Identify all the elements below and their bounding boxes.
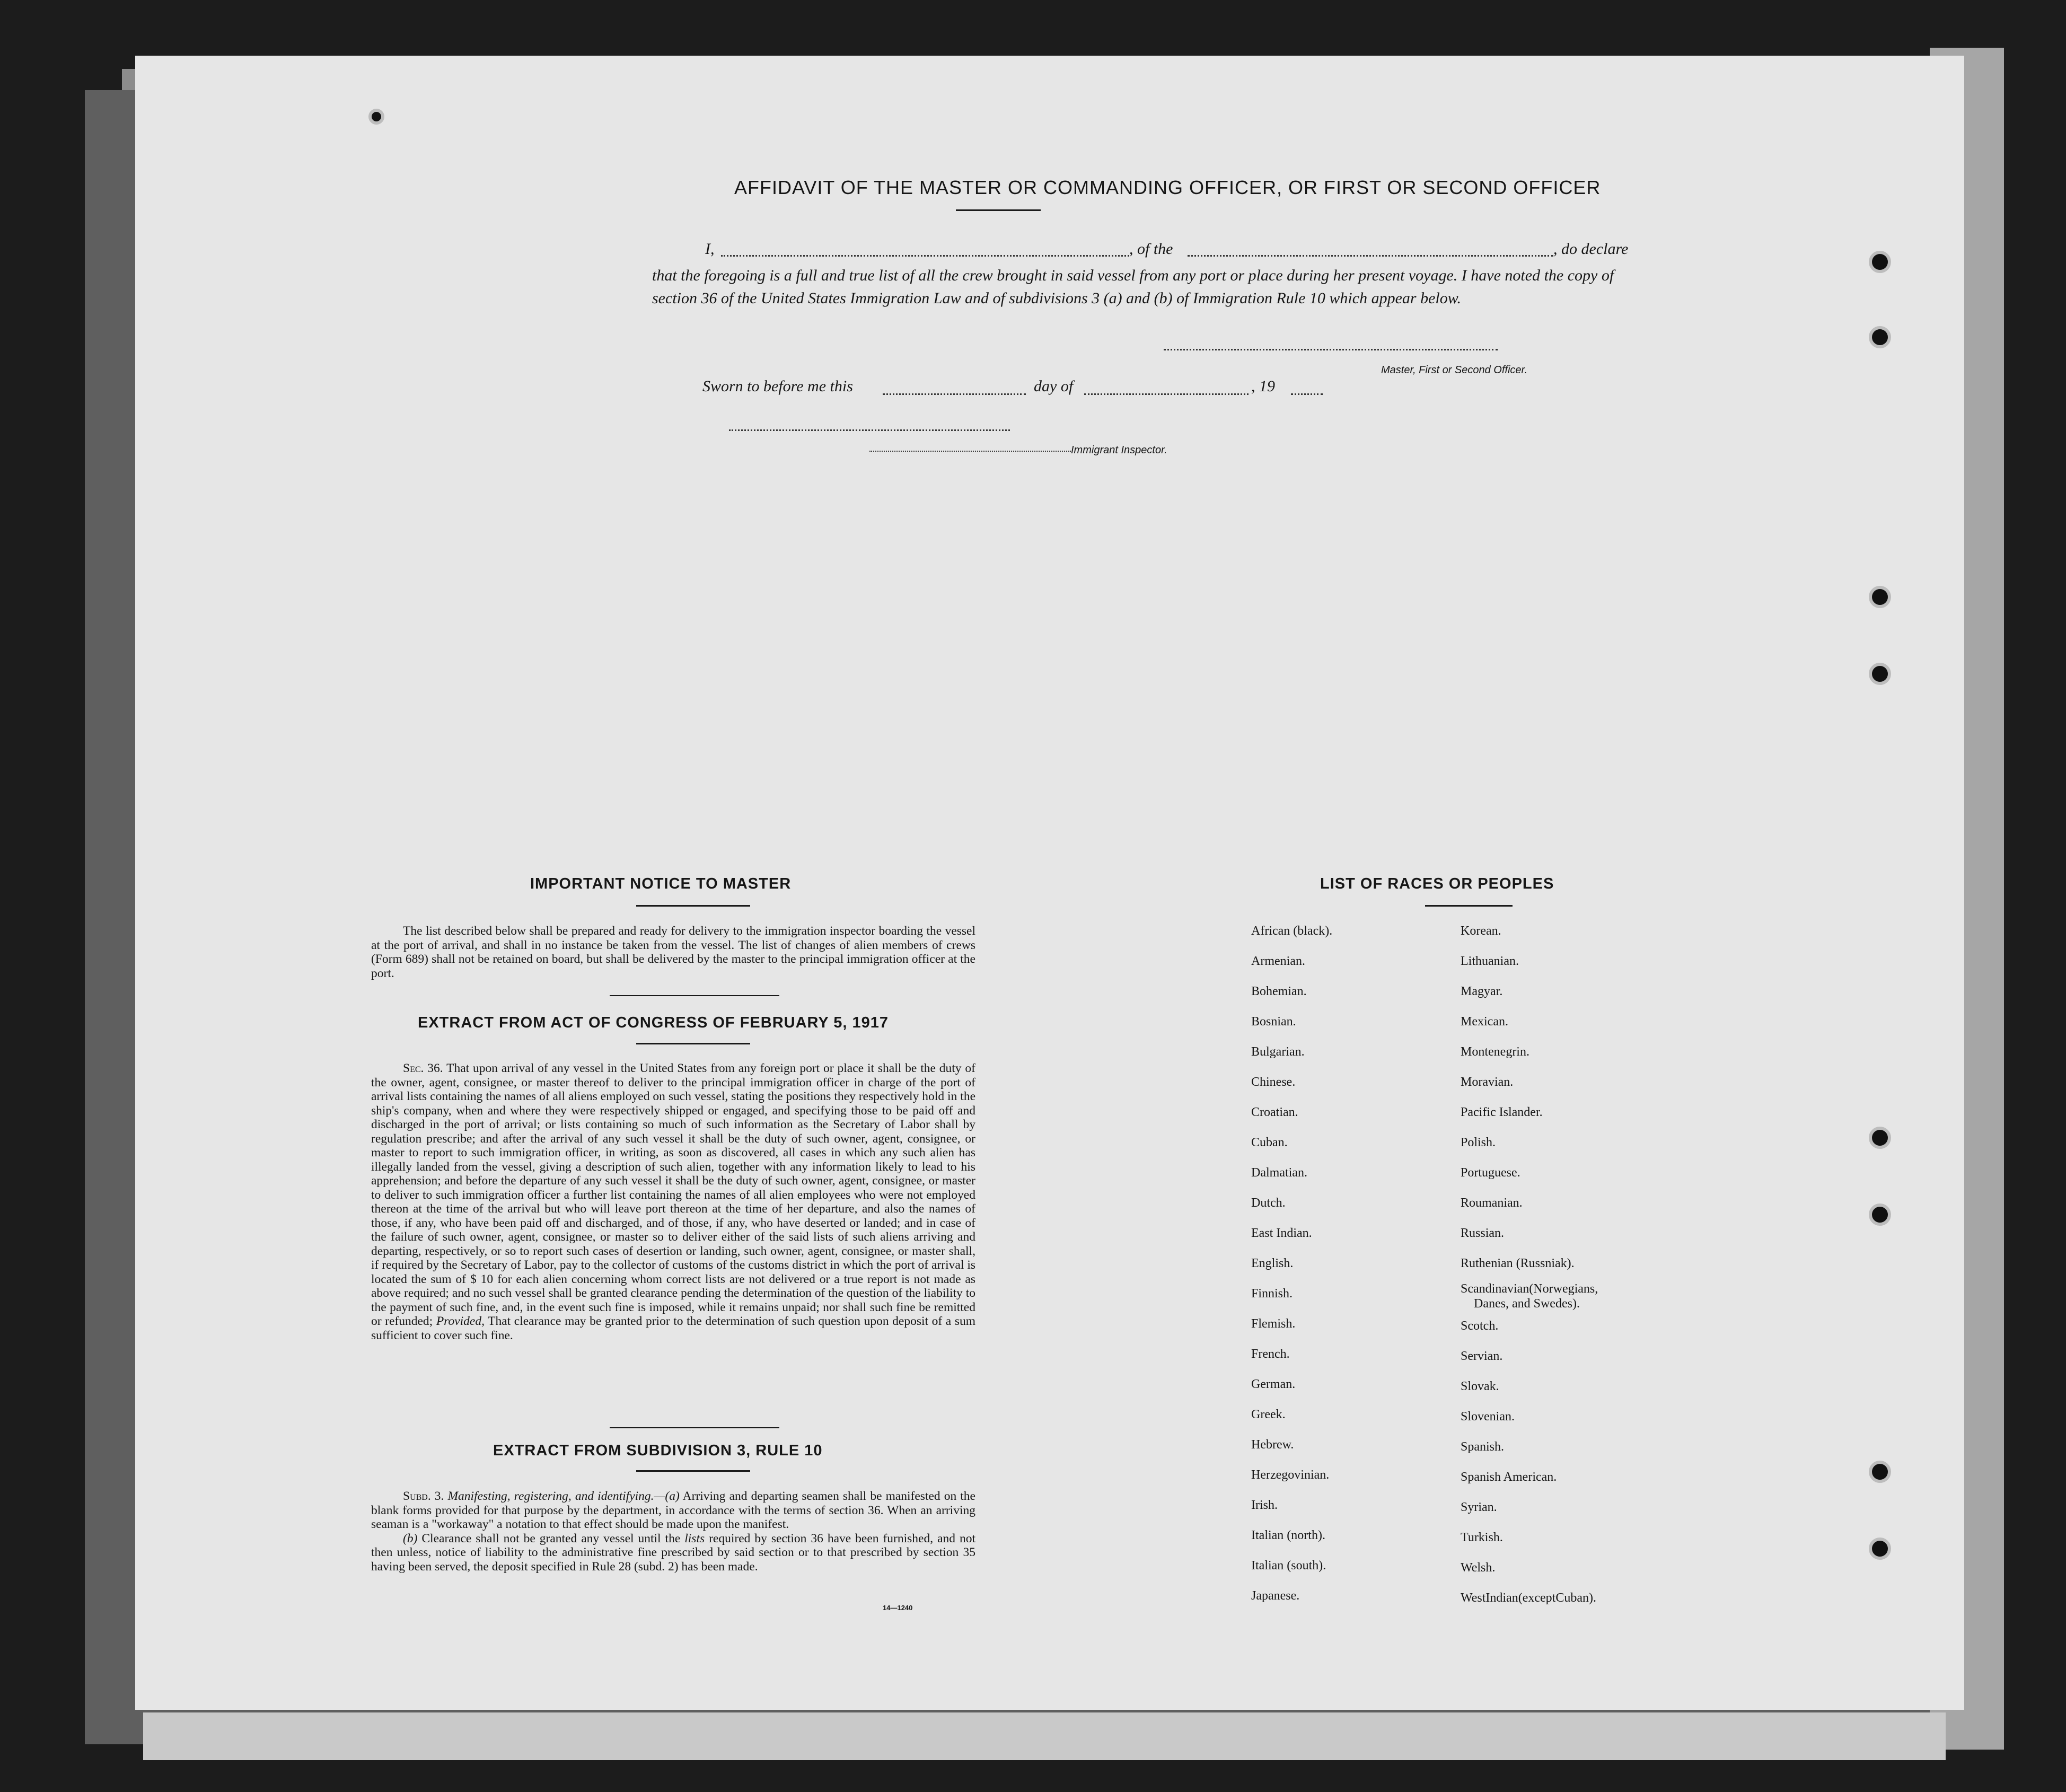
inspector-signature-blank [729,429,1010,431]
race-item: Dutch. [1251,1196,1286,1210]
subd-label: Subd. 3. [403,1489,444,1503]
provided-label: Provided, [436,1314,485,1328]
act-body-end: That clearance may be granted prior to the determination of such question upon deposit of a sum sufficient to cover such fine. [371,1314,976,1342]
race-item: African (black). [1251,924,1333,938]
race-item: Herzegovinian. [1251,1468,1330,1482]
race-item: Bulgarian. [1251,1045,1305,1059]
races-rule [1425,905,1513,907]
notice-rule [636,905,750,907]
races-title: LIST OF RACES OR PEOPLES [1320,875,1554,892]
notice-body: The list described below shall be prepared and ready for delivery to the immigration inspector boarding the vessel at the port of arrival, and shall in no instance be taken from the vessel. The list of changes of alien members of crews (Form 689) shall not be retained on board, but shall be delivered by the master to the principal immigration officer at the port. [371,924,975,980]
rule-extract-text [371,1489,975,1574]
race-item: Spanish American. [1461,1470,1557,1484]
act-extract-title: EXTRACT FROM ACT OF CONGRESS OF FEBRUARY 5, 1917 [418,1014,889,1031]
race-item: Magyar. [1461,985,1503,998]
lists-word: lists [684,1531,705,1545]
of-the-label: , of the [1129,240,1173,258]
punch-hole [1869,251,1891,273]
subd-text-b2: required by section 36 have been furnished, and not then unless, notice of liability to the administrative fine prescribed by said section or to that prescribed by section 35 having been served, the deposit specified in Rule 28 (subd. 2) has been made. [371,1531,975,1574]
act-extract-text [371,1061,975,1342]
race-item: Korean. [1461,924,1501,938]
race-item: Chinese. [1251,1075,1296,1089]
signature-blank [1164,349,1498,350]
race-item: Scotch. [1461,1319,1499,1333]
race-item: Lithuanian. [1461,954,1519,968]
sworn-label: Sworn to before me this [702,377,853,395]
punch-hole [368,109,384,125]
affidavit-title: AFFIDAVIT OF THE MASTER OR COMMANDING OFFICER, OR FIRST OR SECOND OFFICER [734,177,1601,198]
affidavit-paragraph: that the foregoing is a full and true list of all the crew brought in said vessel from any port or place during her present voyage. I have noted the copy of section 36 of the United States Immigration Law and of subdivisions 3 (a) and (b) of Immigration Rule 10 which appear below. [652,267,1614,307]
i-label: I, [705,240,715,258]
race-item: Moravian. [1461,1075,1514,1089]
punch-hole [1869,1204,1891,1226]
notice-text [371,924,975,980]
race-item: Russian. [1461,1226,1505,1240]
rule-title-rule [636,1470,750,1472]
race-item: Slovenian. [1461,1410,1515,1424]
race-item: Flemish. [1251,1317,1296,1331]
act-title-rule [636,1043,750,1044]
name-blank [721,255,1129,257]
form-number: 14—1240 [883,1604,913,1612]
race-item: Japanese. [1251,1589,1300,1603]
year-label: , 19 [1251,377,1275,395]
race-item: Syrian. [1461,1500,1497,1514]
inspector-caption: Immigrant Inspector. [1071,444,1167,456]
act-body: That upon arrival of any vessel in the United States from any foreign port or place it shall be the duty of the owner, agent, consignee, or master thereof to deliver to the principal immigration officer in charge of the port of arrival lists containing the names of all aliens employed on such vessel, stating the positions they respectively hold in the ship's company, when and where they were respectively shipped or engaged, and specifying those to be paid off and discharged in the port of arrival; or lists containing so much of such information as the Secretary of Labor shall by regulation prescribe; and after the arrival of any such vessel it shall be the duty of such owner, agent, consignee, or master to report to such immigration officer, in writing, as soon as discovered, all cases in which any such alien has illegally landed from the vessel, giving a description of such alien, together with any information likely to lead to his apprehension; and before the departure of any such vessel it shall be the duty of such owner, agent, consignee, or master to deliver to such immigration officer a further list containing the names of all alien employees who were not employed thereon at the time of the arrival but who will leave port thereon at the time of her departure, and also the names of those, if any, who have been paid off and discharged, and of those, if any, who have deserted or landed; and in case of the failure of such owner, agent, consignee, or master so to deliver either of the said lists of such aliens arriving and departing, respectively, or so to report such cases of desertion or landing, such owner, agent, consignee, or master shall, if required by the Secretary of Labor, pay to the collector of customs of the customs district in which the port of arrival is located the sum of $ 10 for each alien concerning whom correct lists are not delivered or a true report is not made as above required; and no such vessel shall be granted clearance pending the determination of the question of the liability to the payment of such fine, and, in the event such fine is imposed, while it remains unpaid; nor shall such fine be remitted or refunded; [371,1061,976,1328]
section-rule [610,1427,779,1428]
race-item: French. [1251,1347,1290,1361]
race-item: Pacific Islander. [1461,1105,1543,1119]
race-item: Slovak. [1461,1380,1499,1393]
section-rule [610,995,779,996]
punch-hole [1869,1461,1891,1483]
race-item: Croatian. [1251,1105,1298,1119]
race-item: Ruthenian (Russniak). [1461,1257,1575,1270]
race-item: Hebrew. [1251,1438,1294,1452]
race-item: Scandinavian(Norwegians, [1461,1282,1598,1296]
sec-label: Sec. 36. [403,1061,443,1075]
signature-caption: Master, First or Second Officer. [1381,364,1528,376]
rule-extract-title: EXTRACT FROM SUBDIVISION 3, RULE 10 [493,1442,823,1459]
race-item: German. [1251,1377,1296,1391]
race-item: Irish. [1251,1498,1278,1512]
race-item: Roumanian. [1461,1196,1523,1210]
declare-label: , do declare [1553,240,1629,258]
race-item: Welsh. [1461,1561,1496,1575]
vessel-blank [1188,255,1553,257]
inspector-caption-lead [869,451,1071,452]
race-item: Servian. [1461,1349,1503,1363]
race-item: Montenegrin. [1461,1045,1529,1059]
subd-text-a: Arriving and departing seamen shall be manifested on the blank forms provided for that purpose by the department, in accordance with the terms of section 36. When an arriving seaman is a "workaway" a notation to that effect should be made upon the manifest. [371,1489,975,1531]
race-item: Cuban. [1251,1136,1288,1149]
race-item: Dalmatian. [1251,1166,1307,1180]
notice-title: IMPORTANT NOTICE TO MASTER [530,875,792,892]
race-item: Italian (north). [1251,1529,1325,1542]
race-item: WestIndian(exceptCuban). [1461,1591,1596,1605]
race-item: Italian (south). [1251,1559,1326,1573]
punch-hole [1869,586,1891,608]
day-blank [883,393,1026,395]
race-item: English. [1251,1257,1294,1270]
race-item: Portuguese. [1461,1166,1520,1180]
b-label: (b) [403,1531,418,1545]
race-item: Greek. [1251,1408,1286,1421]
race-item: Polish. [1461,1136,1496,1149]
punch-hole [1869,663,1891,685]
punch-hole [1869,1127,1891,1149]
race-item: East Indian. [1251,1226,1312,1240]
race-item: Turkish. [1461,1531,1503,1544]
title-rule [956,209,1041,211]
race-item: Spanish. [1461,1440,1505,1454]
year-blank [1291,393,1323,395]
race-item: Bosnian. [1251,1015,1296,1029]
subd-heading: Manifesting, registering, and identifying.—(a) [447,1489,680,1503]
document-page [135,56,1964,1710]
race-item: Finnish. [1251,1287,1293,1301]
race-item: Bohemian. [1251,985,1307,998]
punch-hole [1869,1538,1891,1560]
punch-hole [1869,326,1891,348]
subd-text-b1: Clearance shall not be granted any vessel until the [421,1531,681,1545]
race-item: Mexican. [1461,1015,1508,1029]
backing-sheet-bottom [143,1712,1946,1760]
month-blank [1084,393,1249,395]
race-item: Armenian. [1251,954,1305,968]
race-item-continued: Danes, and Swedes). [1474,1297,1580,1311]
day-of-label: day of [1034,377,1074,395]
